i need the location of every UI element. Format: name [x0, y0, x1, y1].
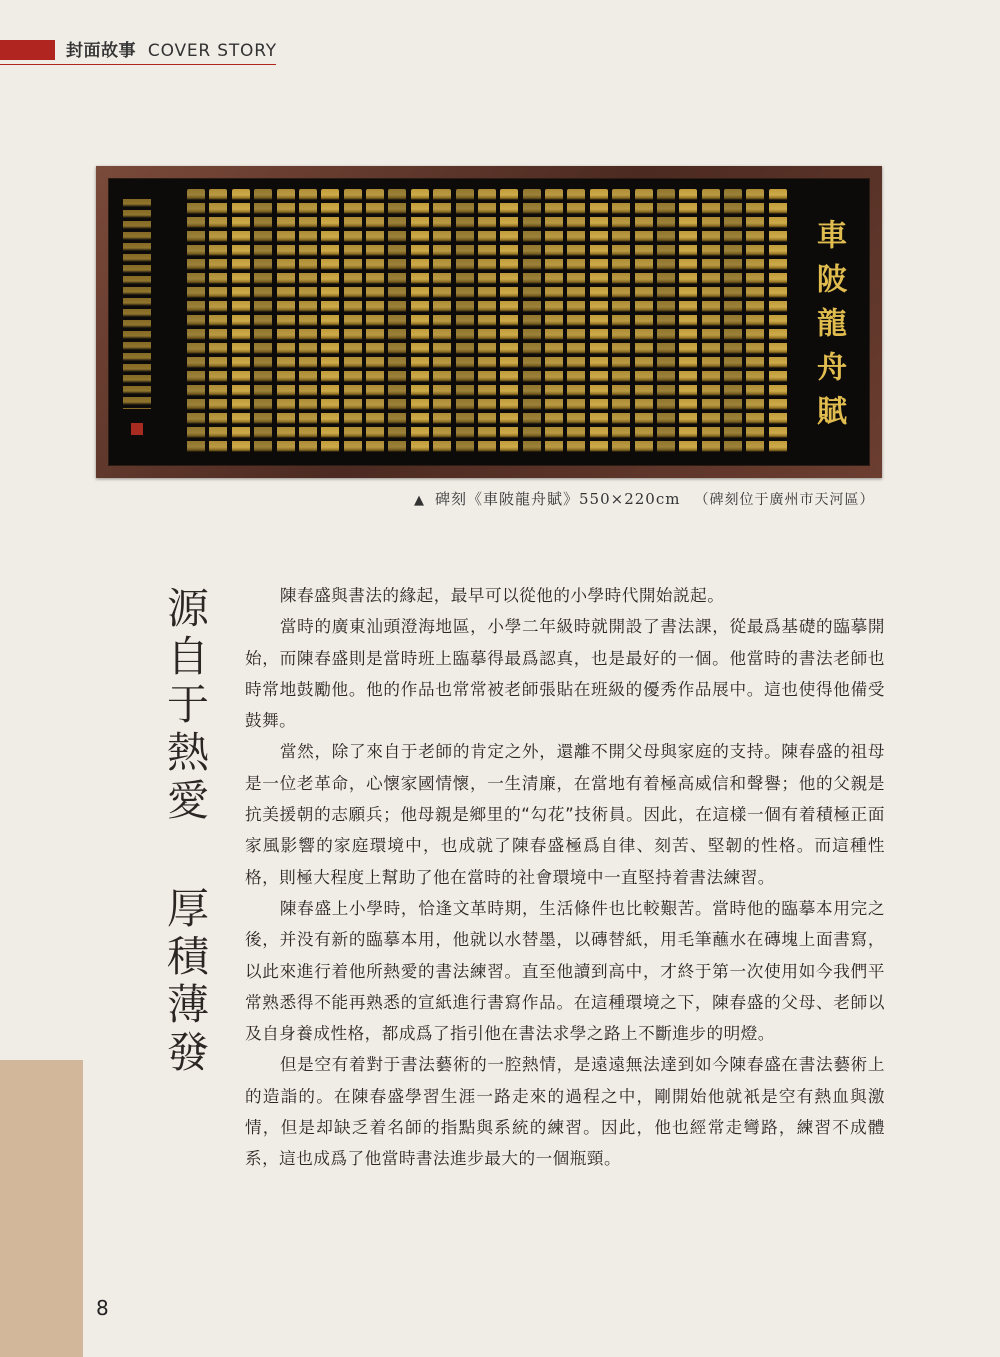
heading-gap	[160, 825, 216, 885]
inscription-column	[545, 189, 563, 453]
inscription-column	[523, 189, 541, 453]
stele-photo-frame	[96, 166, 882, 478]
caption-text: 碑刻《車陂龍舟賦》550×220cm	[435, 490, 681, 508]
inscription-column	[187, 189, 205, 453]
section-header	[66, 40, 277, 62]
inscription-column	[456, 189, 474, 453]
inscription-column	[366, 189, 384, 453]
inscription-column	[209, 189, 227, 453]
article-heading	[160, 585, 216, 1077]
heading-char: 自	[166, 632, 209, 681]
decorative-tan-block	[0, 1060, 83, 1357]
body-paragraph: 當時的廣東汕頭澄海地區，小學二年級時就開設了書法課，從最爲基礎的臨摹開始，而陳春盛則是當時班上臨摹得最爲認真，也是最好的一個。他當時的書法老師也時常地鼓勵他。他的作品也常常被老師張貼在班級的優秀作品展中。這也使得他備受鼓舞。	[245, 617, 885, 731]
heading-char: 積	[166, 932, 209, 981]
inscription-column	[567, 189, 585, 453]
body-paragraph: 陳春盛上小學時，恰逢文革時期，生活條件也比較艱苦。當時他的臨摹本用完之後，并没有新的臨摹本用，他就以水替墨，以磚替紙，用毛筆蘸水在磚塊上面書寫，以此來進行着他所熱愛的書法練習。直至他讀到高中，才終于第一次使用如今我們平常熟悉得不能再熟悉的宣紙進行書寫作品。在這種環境之下，陳春盛的父母、老師以及自身養成性格，都成爲了指引他在書法求學之路上不斷進步的明燈。	[245, 898, 885, 1044]
inscription-column	[635, 189, 653, 453]
inscription-column	[500, 189, 518, 453]
body-paragraph: 當然，除了來自于老師的肯定之外，還離不開父母與家庭的支持。陳春盛的祖母是一位老革命，心懷家國情懷，一生清廉，在當地有着極高威信和聲譽；他的父親是抗美援朝的志願兵；他母親是鄉里的“勾花”技術員。因此，在這樣一個有着積極正面家風影響的家庭環境中，也成就了陳春盛極爲自律、刻苦、堅韌的性格。而這種性格，則極大程度上幫助了他在當時的社會環境中一直堅持着書法練習。	[245, 742, 885, 887]
header-rule	[0, 64, 276, 65]
caption-location-note: （碑刻位于廣州市天河區）	[694, 492, 875, 508]
inscription-column	[746, 189, 764, 453]
inscription-column	[657, 189, 675, 453]
stele-title: 車陂龍舟賦	[811, 219, 846, 439]
heading-char: 厚	[166, 884, 209, 933]
inscription-column	[679, 189, 697, 453]
page-number: 8	[96, 1296, 109, 1320]
inscription-column	[590, 189, 608, 453]
inscription-column	[478, 189, 496, 453]
inscription-column	[724, 189, 742, 453]
inscription-column	[299, 189, 317, 453]
heading-char: 薄	[166, 980, 209, 1029]
heading-char: 愛	[166, 776, 209, 825]
article-body	[245, 580, 885, 1175]
inscription-column	[321, 189, 339, 453]
inscription-column	[254, 189, 272, 453]
heading-char: 熱	[166, 728, 209, 777]
body-paragraph: 陳春盛與書法的緣起，最早可以從他的小學時代開始説起。	[279, 586, 725, 605]
inscription-column	[702, 189, 720, 453]
section-title-en: COVER STORY	[147, 41, 277, 61]
artist-seal-stamp	[131, 423, 143, 435]
inscription-column	[433, 189, 451, 453]
inscription-column	[411, 189, 429, 453]
inscription-column	[277, 189, 295, 453]
inscription-column	[232, 189, 250, 453]
inscription-column	[612, 189, 630, 453]
stele-inscription-columns	[187, 189, 787, 453]
inscription-column	[344, 189, 362, 453]
stele-board	[108, 178, 870, 466]
stele-colophon-inscription	[123, 199, 151, 409]
inscription-column	[769, 189, 787, 453]
heading-char: 發	[166, 1028, 209, 1077]
image-caption	[414, 488, 874, 512]
caption-triangle-icon: ▲	[414, 493, 425, 508]
inscription-column	[388, 189, 406, 453]
header-accent-bar	[0, 40, 55, 60]
body-paragraph: 但是空有着對于書法藝術的一腔熱情，是遠遠無法達到如今陳春盛在書法藝術上的造詣的。在陳春盛學習生涯一路走來的過程之中，剛開始他就衹是空有熱血與激情，但是却缺乏着名師的指點與系統的練習。因此，他也經常走彎路，練習不成體系，這也成爲了他當時書法進步最大的一個瓶頸。	[245, 1055, 885, 1169]
heading-char: 于	[166, 680, 209, 729]
heading-char: 源	[166, 584, 209, 633]
section-title-zh: 封面故事	[66, 41, 136, 61]
